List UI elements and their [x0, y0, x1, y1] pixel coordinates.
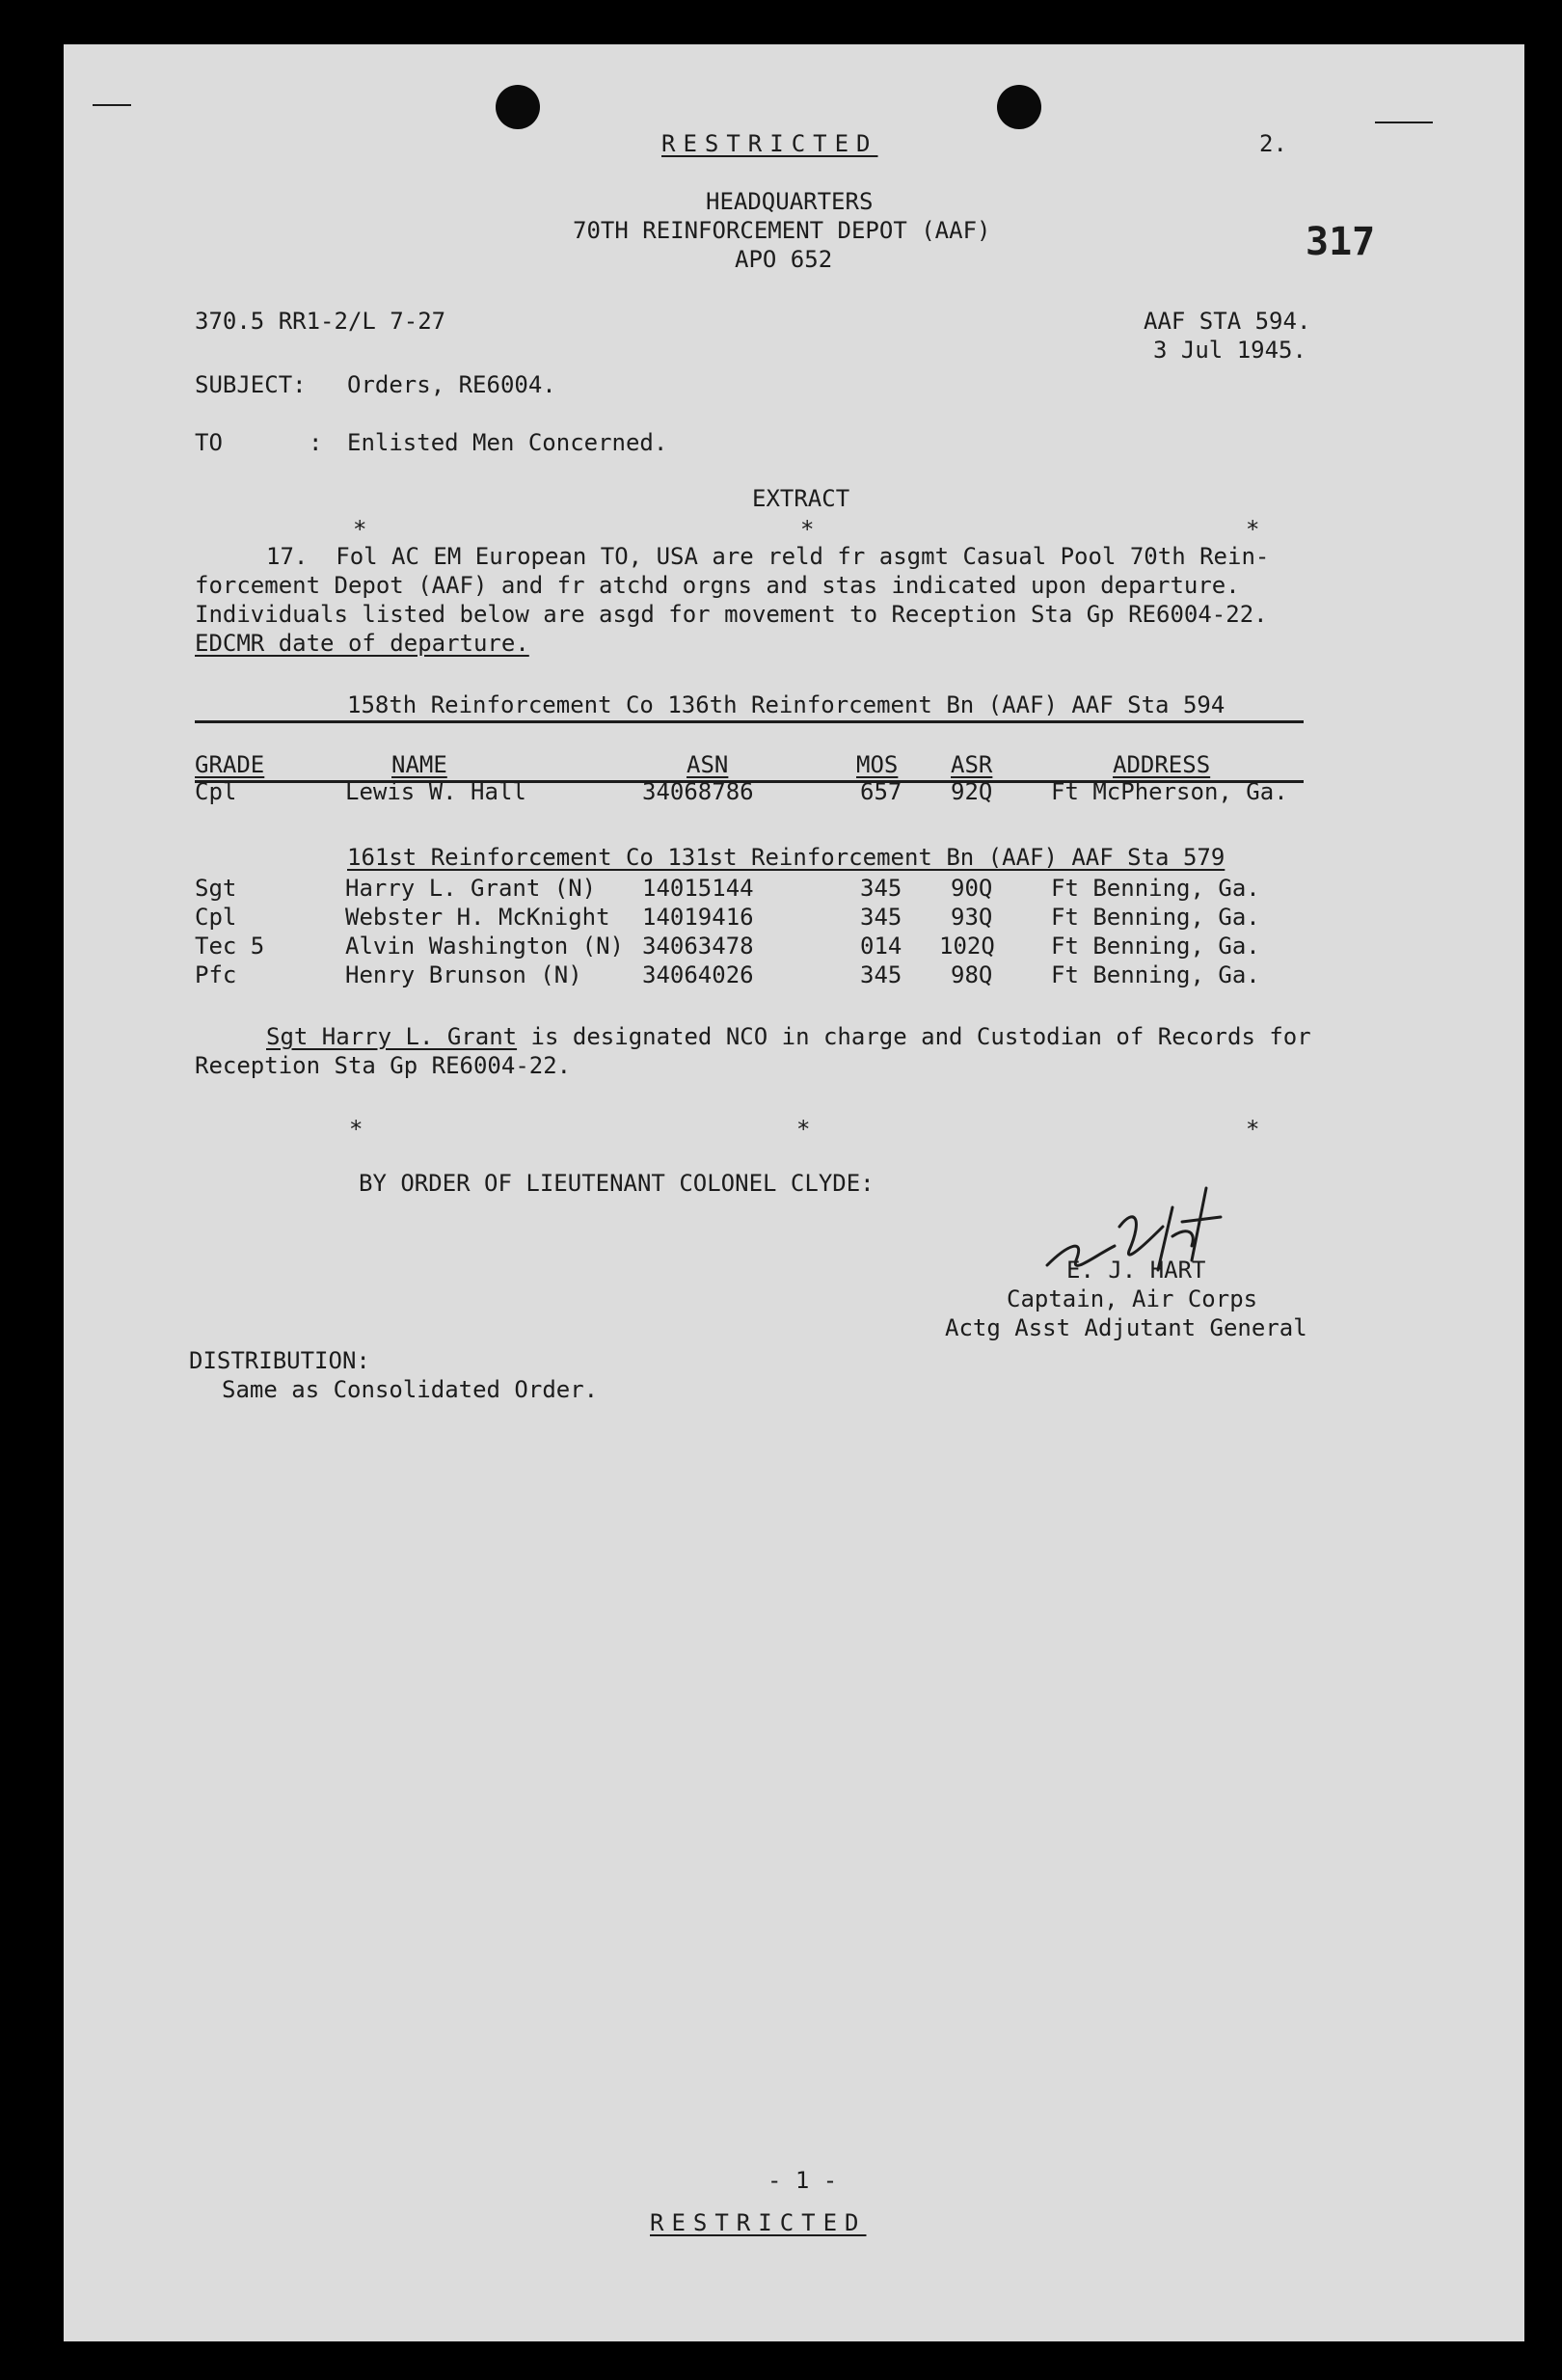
page-number: 2.	[1259, 130, 1287, 157]
row-asr: 98Q	[951, 961, 993, 988]
row-address: Ft Benning, Ga.	[1051, 904, 1260, 931]
extract-heading: EXTRACT	[752, 485, 850, 512]
row-name: Webster H. McKnight	[345, 904, 610, 931]
signer-rank: Captain, Air Corps	[1007, 1285, 1258, 1312]
header-grade: GRADE	[195, 751, 265, 778]
distribution-label: DISTRIBUTION:	[189, 1347, 370, 1374]
row-grade: Cpl	[195, 904, 237, 931]
subject-text: Orders, RE6004.	[347, 371, 556, 398]
row-asn: 14015144	[642, 875, 754, 902]
row-asr: 92Q	[951, 778, 993, 805]
punch-hole-right	[997, 85, 1041, 129]
restricted-bottom: RESTRICTED	[650, 2209, 867, 2236]
corner-mark-left	[93, 104, 131, 106]
distribution-text: Same as Consolidated Order.	[222, 1376, 599, 1403]
row-address: Ft Benning, Ga.	[1051, 875, 1260, 902]
to-label: TO	[195, 429, 223, 456]
asterisk-6: *	[1246, 1116, 1260, 1143]
row-mos: 345	[860, 875, 902, 902]
apo-heading: APO 652	[735, 246, 833, 273]
designation-line1	[266, 1022, 1311, 1051]
asterisk-4: *	[349, 1116, 364, 1143]
row-mos: 345	[860, 904, 902, 931]
footer-page-number: - 1 -	[768, 2167, 838, 2194]
row-grade: Cpl	[195, 778, 237, 805]
para17-line2: forcement Depot (AAF) and fr atchd orgns and stas indicated upon departure.	[195, 572, 1240, 599]
asterisk-1: *	[353, 516, 367, 543]
subject-label: SUBJECT:	[195, 371, 307, 398]
row-mos: 657	[860, 778, 902, 805]
header-mos: MOS	[856, 751, 899, 778]
row-asn: 34068786	[642, 778, 754, 805]
para17-line1: 17. Fol AC EM European TO, USA are reld fr asgmt Casual Pool 70th Rein-	[266, 543, 1270, 570]
file-reference: 370.5 RR1-2/L 7-27	[195, 308, 446, 335]
hq-heading: HEADQUARTERS	[706, 188, 874, 215]
row-asr: 102Q	[939, 933, 995, 960]
row-name: Henry Brunson (N)	[345, 961, 582, 988]
row-grade: Tec 5	[195, 933, 265, 960]
header-address: ADDRESS	[1113, 751, 1211, 778]
asterisk-2: *	[800, 516, 815, 543]
stamp-number: 317	[1306, 220, 1376, 264]
asterisk-5: *	[796, 1116, 811, 1143]
row-asn: 14019416	[642, 904, 754, 931]
group2-title: 161st Reinforcement Co 131st Reinforcement Bn (AAF) AAF Sta 579	[347, 844, 1225, 871]
row-address: Ft Benning, Ga.	[1051, 933, 1260, 960]
signer-name: E. J. HART	[1066, 1257, 1206, 1284]
document-page	[64, 44, 1524, 2341]
designation-line2: Reception Sta Gp RE6004-22.	[195, 1052, 572, 1079]
para17-line3: Individuals listed below are asgd for movement to Reception Sta Gp RE6004-22.	[195, 601, 1268, 628]
row-mos: 014	[860, 933, 902, 960]
row-name: Harry L. Grant (N)	[345, 875, 597, 902]
station: AAF STA 594.	[1144, 308, 1311, 335]
restricted-top: RESTRICTED	[661, 130, 878, 157]
by-order-line: BY ORDER OF LIEUTENANT COLONEL CLYDE:	[359, 1170, 875, 1197]
row-asn: 34064026	[642, 961, 754, 988]
row-address: Ft McPherson, Ga.	[1051, 778, 1288, 805]
header-asr: ASR	[951, 751, 993, 778]
asterisk-3: *	[1246, 516, 1260, 543]
para17-line4: EDCMR date of departure.	[195, 630, 529, 657]
designated-nco-name: Sgt Harry L. Grant	[266, 1023, 518, 1050]
to-separator: :	[309, 429, 323, 456]
group1-title: 158th Reinforcement Co 136th Reinforcement Bn (AAF) AAF Sta 594	[347, 691, 1225, 718]
order-date: 3 Jul 1945.	[1153, 337, 1306, 364]
row-name: Lewis W. Hall	[345, 778, 526, 805]
header-name: NAME	[391, 751, 447, 778]
row-mos: 345	[860, 961, 902, 988]
to-text: Enlisted Men Concerned.	[347, 429, 668, 456]
row-grade: Sgt	[195, 875, 237, 902]
unit-heading: 70TH REINFORCEMENT DEPOT (AAF)	[573, 217, 991, 244]
signer-title: Actg Asst Adjutant General	[945, 1314, 1307, 1341]
row-asr: 93Q	[951, 904, 993, 931]
row-address: Ft Benning, Ga.	[1051, 961, 1260, 988]
row-asr: 90Q	[951, 875, 993, 902]
row-name: Alvin Washington (N)	[345, 933, 624, 960]
corner-mark-right	[1375, 122, 1433, 123]
row-grade: Pfc	[195, 961, 237, 988]
punch-hole-left	[496, 85, 540, 129]
designation-text: is designated NCO in charge and Custodian of Records for	[517, 1023, 1311, 1050]
row-asn: 34063478	[642, 933, 754, 960]
group1-rule	[195, 720, 1304, 723]
header-asn: ASN	[687, 751, 729, 778]
